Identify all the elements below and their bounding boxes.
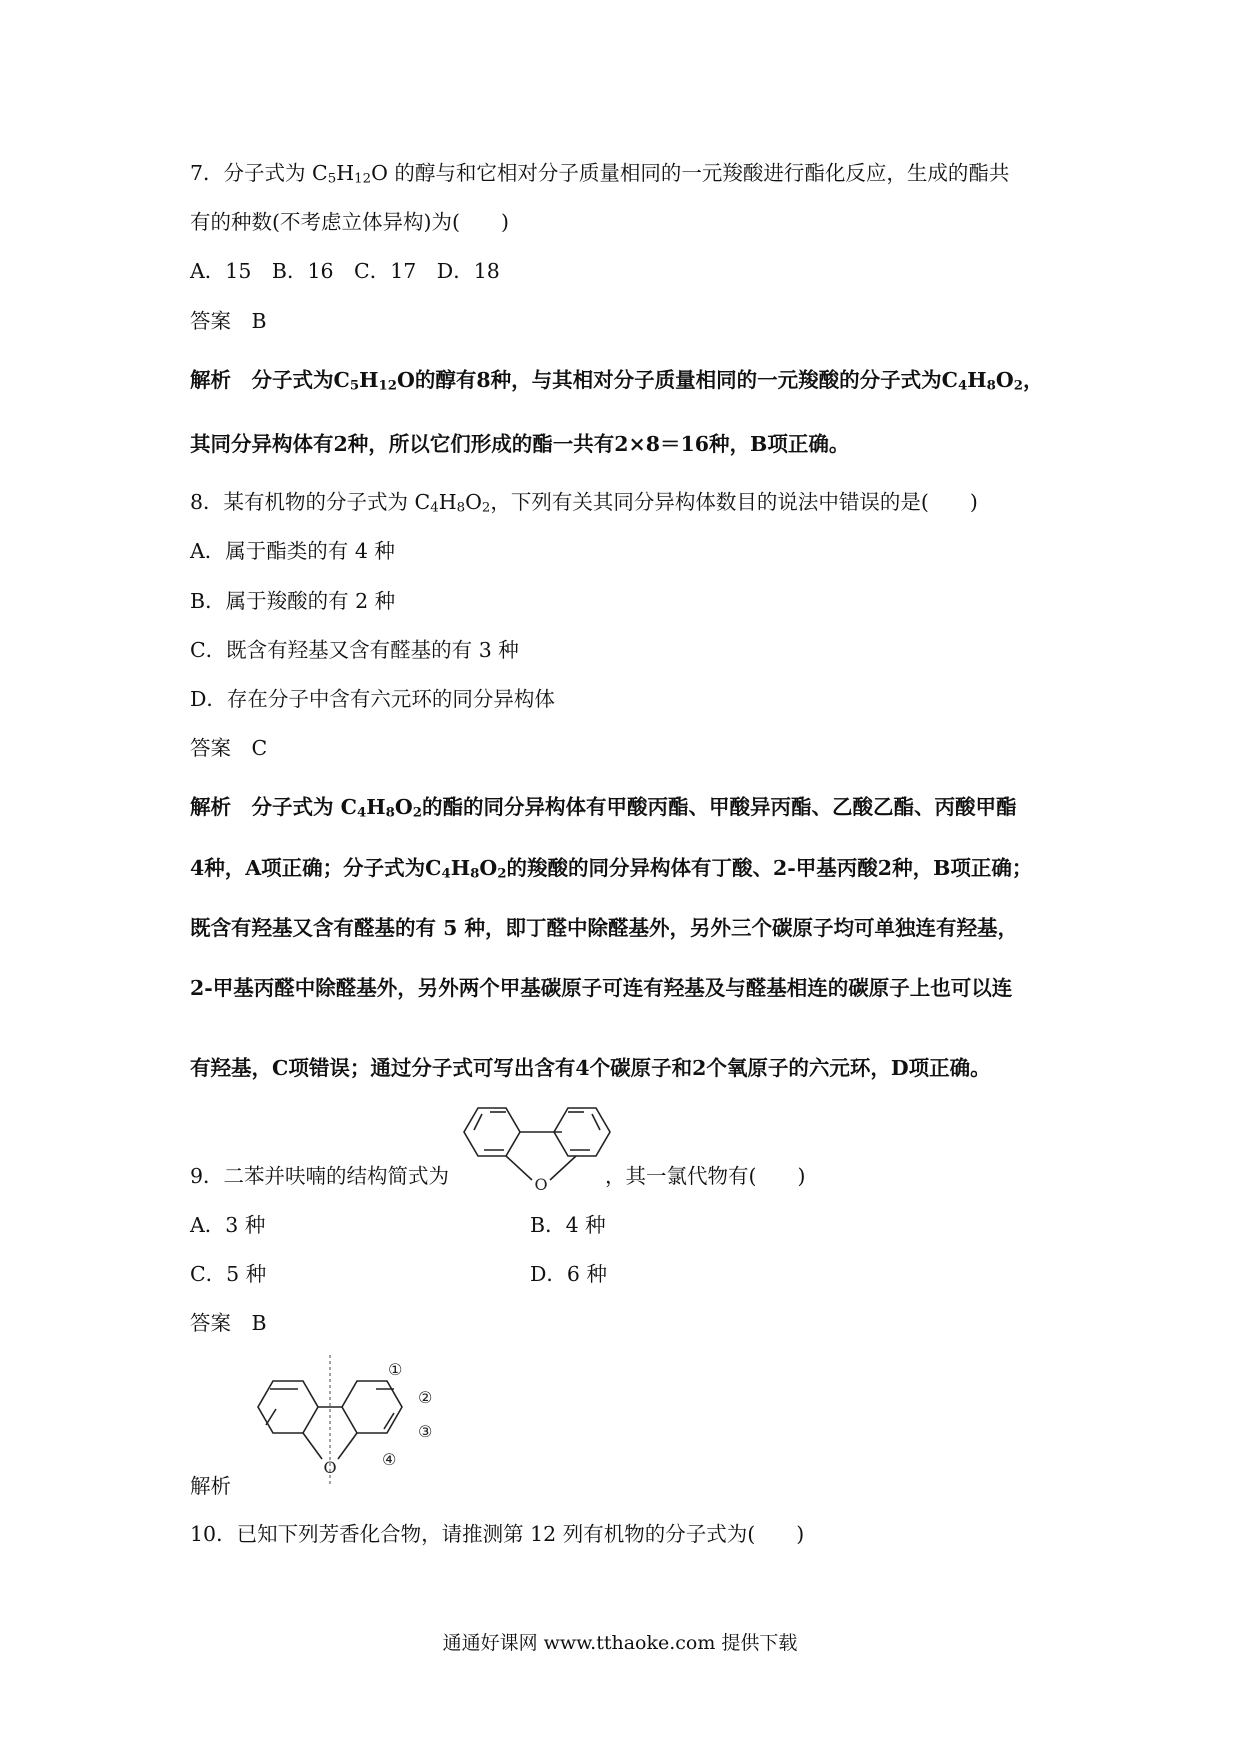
right-c-o-bond bbox=[338, 1433, 357, 1459]
left-c-o-bond bbox=[506, 1156, 532, 1180]
q7-options: A．15 B．16 C．17 D．18 bbox=[190, 259, 500, 283]
q8-explanation-line4: 2-甲基丙醛中除醛基外，另外两个甲基碳原子可连有羟基及与醛基相连的碳原子上也可以连 bbox=[190, 976, 1013, 1000]
q9-stem-part2: ，其一氯代物有( ) bbox=[605, 1164, 806, 1188]
q9-answer: 答案 B bbox=[190, 1311, 267, 1335]
position-2-label: ② bbox=[418, 1388, 433, 1407]
q9-analysis-label: 解析 bbox=[190, 1474, 231, 1498]
double-bond bbox=[474, 1114, 482, 1130]
q9-option-b: B．4 种 bbox=[530, 1213, 606, 1237]
q7-stem-line2: 有的种数(不考虑立体异构)为( ) bbox=[190, 210, 509, 234]
q8-option-c: C．既含有羟基又含有醛基的有 3 种 bbox=[190, 638, 519, 662]
q7-explanation-line2: 其同分异构体有2种，所以它们形成的酯一共有2×8＝16种，B项正确。 bbox=[190, 432, 850, 456]
position-1-label: ① bbox=[388, 1360, 403, 1379]
q8-answer: 答案 C bbox=[190, 736, 268, 760]
q7-answer: 答案 B bbox=[190, 309, 267, 333]
q9-stem-part1: 9．二苯并呋喃的结构简式为 bbox=[190, 1164, 450, 1188]
q8-explanation-line1: 解析 分子式为 $C_4H_8O_2$的酯的同分异构体有甲酸丙酯、甲酸异丙酯、乙酸乙酯、丙酸甲酯 bbox=[190, 795, 1017, 821]
q8-option-d: D．存在分子中含有六元环的同分异构体 bbox=[190, 687, 555, 711]
q9-option-a: A．3 种 bbox=[190, 1213, 266, 1237]
q8-explanation-line2: 4种，A项正确；分子式为$C_4H_8O_2$的羧酸的同分异构体有丁酸、2-甲基丙酸2种，B项正确； bbox=[190, 856, 1033, 882]
q10-stem: 10．已知下列芳香化合物，请推测第 12 列有机物的分子式为( ) bbox=[190, 1522, 805, 1546]
q8-stem: 8．某有机物的分子式为 $C_4H_8O_2$，下列有关其同分异构体数目的说法中错误的是( ) bbox=[190, 490, 978, 516]
left-benzene-ring bbox=[464, 1108, 520, 1156]
dibenzofuran-numbered-structure bbox=[250, 1355, 470, 1485]
oxygen-label: O bbox=[323, 1458, 337, 1477]
right-c-o-bond bbox=[550, 1156, 576, 1180]
q8-option-b: B．属于羧酸的有 2 种 bbox=[190, 589, 396, 613]
footer-source: 通通好课网 www.tthaoke.com 提供下载 bbox=[442, 1632, 798, 1654]
double-bond bbox=[592, 1114, 600, 1130]
q8-explanation-line5: 有羟基，C项错误；通过分子式可写出含有4个碳原子和2个氧原子的六元环，D项正确。 bbox=[190, 1056, 991, 1080]
double-bond bbox=[266, 1409, 276, 1425]
q8-option-a: A．属于酯类的有 4 种 bbox=[190, 539, 395, 563]
position-3-label: ③ bbox=[418, 1422, 433, 1441]
double-bond bbox=[384, 1413, 394, 1429]
q7-explanation-line1: 解析 分子式为$C_5H_{12}O$的醇有8种，与其相对分子质量相同的一元羧酸的分子式为$C_4H_8O_2$， bbox=[190, 368, 1044, 394]
oxygen-label: O bbox=[534, 1175, 548, 1194]
position-4-label: ④ bbox=[382, 1450, 397, 1469]
q9-option-c: C．5 种 bbox=[190, 1262, 267, 1286]
q8-explanation-line3: 既含有羟基又含有醛基的有 5 种，即丁醛中除醛基外，另外三个碳原子均可单独连有羟基， bbox=[190, 916, 1019, 940]
dibenzofuran-structure bbox=[460, 1100, 620, 1200]
left-c-o-bond bbox=[303, 1433, 322, 1459]
q7-stem-line1: 7．分子式为 $C_5H_{12}O$ 的醇与和它相对分子质量相同的一元羧酸进行酯化反应，生成的酯共 bbox=[190, 161, 1010, 187]
right-benzene-ring bbox=[554, 1108, 610, 1156]
q9-option-d: D．6 种 bbox=[530, 1262, 607, 1286]
